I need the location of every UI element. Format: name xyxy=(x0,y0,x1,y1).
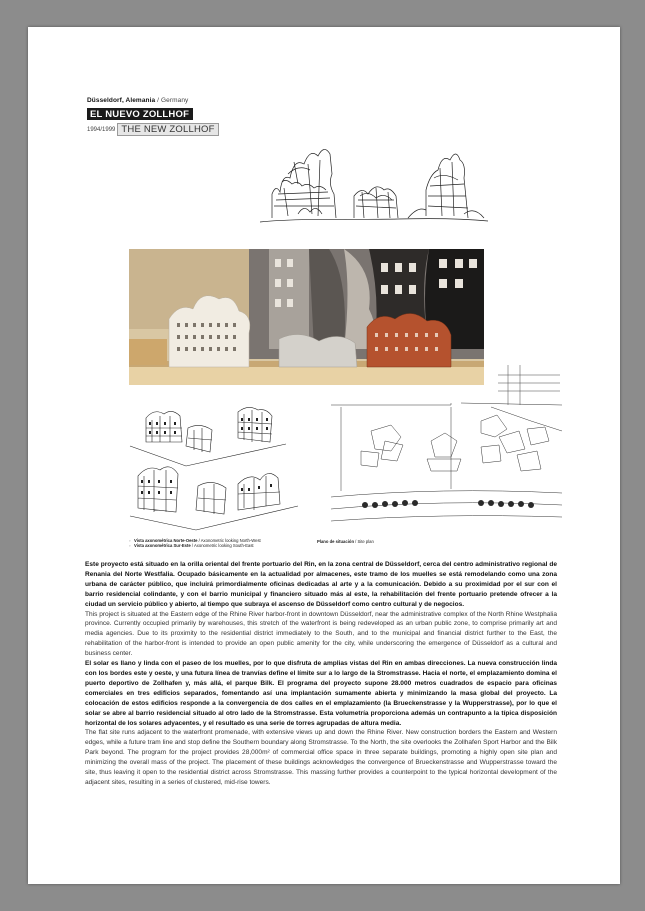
paragraph-2-en: The flat site runs adjacent to the waterfront promenade, with extensive views up and down the Rhine River. New construction borders the Eastern and Western edges, while a future tram line and stop define the Southern boundary along Stromstrasse. To the North, the site overlooks the Zollhafen Sport Harbor and the Bilk Park beyond. The program for the project provides 28,000m² of commercial office space in three separate buildings, promoting a highly open site plan and minimizing the overall mass of the project. The placement of these buildings acknowledges the convergence of Brueckenstrasse and Wupperstrasse toward the site, thus leaving it open to the residential district across Stromstrasse. This massing further provides a counterpoint to the typical horizontal development of the adjacent sites, resulting in a series of clustered, mid-rise towers. xyxy=(85,729,557,786)
model-photo xyxy=(129,249,484,385)
caption-axonometric: ▫ Vista axonométrica Norte-Oeste / Axonometric looking North-West ▫ Vista axonométrica Sur-Este / Axonometric looking South-East xyxy=(129,538,261,549)
title-english: THE NEW ZOLLHOF xyxy=(117,123,218,136)
location-es: Düsseldorf, Alemania xyxy=(87,97,156,104)
title-spanish: EL NUEVO ZOLLHOF xyxy=(87,108,193,120)
caption-marker: ▫ xyxy=(129,538,131,543)
caption-marker: ▫ xyxy=(129,543,131,549)
axonometric-drawings xyxy=(126,398,301,533)
caption-plan-es: Plano de situación xyxy=(317,539,354,544)
project-header xyxy=(87,97,219,136)
location-en: Germany xyxy=(160,97,189,104)
document-page xyxy=(28,27,620,884)
plan-scale-lines xyxy=(498,365,560,405)
paragraph-2-es: El solar es llano y linda con el paseo de los muelles, por lo que disfruta de amplias vistas del Rin en ambas direcciones. La nueva construcción linda con los bordes este y oeste, y una futura línea de tranvías define el límite sur a lo largo de la Stromstrasse. Hacia el norte, el emplazamiento domina el puerto deportivo de Zollhafen y, más allá, el parque Bilk. El programa del proyecto supone 28.000 metros cuadrados de espacio para oficinas comerciales en tres edificios separados, fomentando así una implantación sumamente abierta y minimizando la masa global del proyecto. La colocación de estos edificios responde a la convergencia de dos calles en el emplazamiento (la Brueckenstrasse y la Wupperstrasse), por lo que el solar se abre al barrio residencial situado al otro lado de la Stromstrasse. Esta volumetría proporciona además un contrapunto a la típica disposición horizontal de los solares adyacentes, y el resultado es una serie de torres agrupadas de altura media. xyxy=(85,660,557,727)
caption-axo-1-es: Vista axonométrica Norte-Oeste xyxy=(134,538,198,543)
body-text xyxy=(85,560,557,788)
caption-axo-1-en: Axonometric looking North-West xyxy=(200,538,261,543)
caption-axo-2-es: Vista axonométrica Sur-Este xyxy=(134,543,191,549)
paragraph-1-en: This project is situated at the Eastern edge of the Rhine River harbor-front in downtown Düsseldorf, near the administrative complex of the North Rhine Westphalia province. Currently occupied primarily by warehouses, this stretch of the waterfront is being redeveloped as an urban public zone, to comprise primarily art and media agencies. Due to its proximity to the residential district immediately to the South, and to the municipal and financial district further to the East, the rehabilitation of the harbor-front is intended to provide an open public amenity for the city, while underscoring the emergence of Düsseldorf as a cultural and business center. xyxy=(85,610,557,658)
location-separator: / xyxy=(157,97,160,104)
caption-axo-2-en: Axonometric looking South-East xyxy=(193,543,254,549)
location-line xyxy=(87,97,219,104)
caption-site-plan: Plano de situación / Site plan xyxy=(317,539,374,544)
caption-plan-en: Site plan xyxy=(357,539,374,544)
site-plan xyxy=(331,401,562,531)
paragraph-1-es: Este proyecto está situado en la orilla oriental del frente portuario del Rin, en la zona central de Düsseldorf, cerca del centro administrativo regional de Renania del Norte Westfalia. Ocupado básicamente en la actualidad por almacenes, este tramo de los muelles se está remodelando como una zona urbana de carácter público, que incluirá primordialmente oficinas dedicadas al arte y a la comunicación. Debido a su proximidad por el sur con el barrio residencial colindante, y con el barrio municipal y financiero situado más al este, la rehabilitación del frente portuario pretende ofrecer a la ciudad un servicio público y abierto, al tiempo que subraya el ascenso de Düsseldorf como centro cultural y de negocios. xyxy=(85,561,557,608)
project-years: 1994/1999 xyxy=(87,126,116,133)
architect-sketch xyxy=(258,134,490,226)
